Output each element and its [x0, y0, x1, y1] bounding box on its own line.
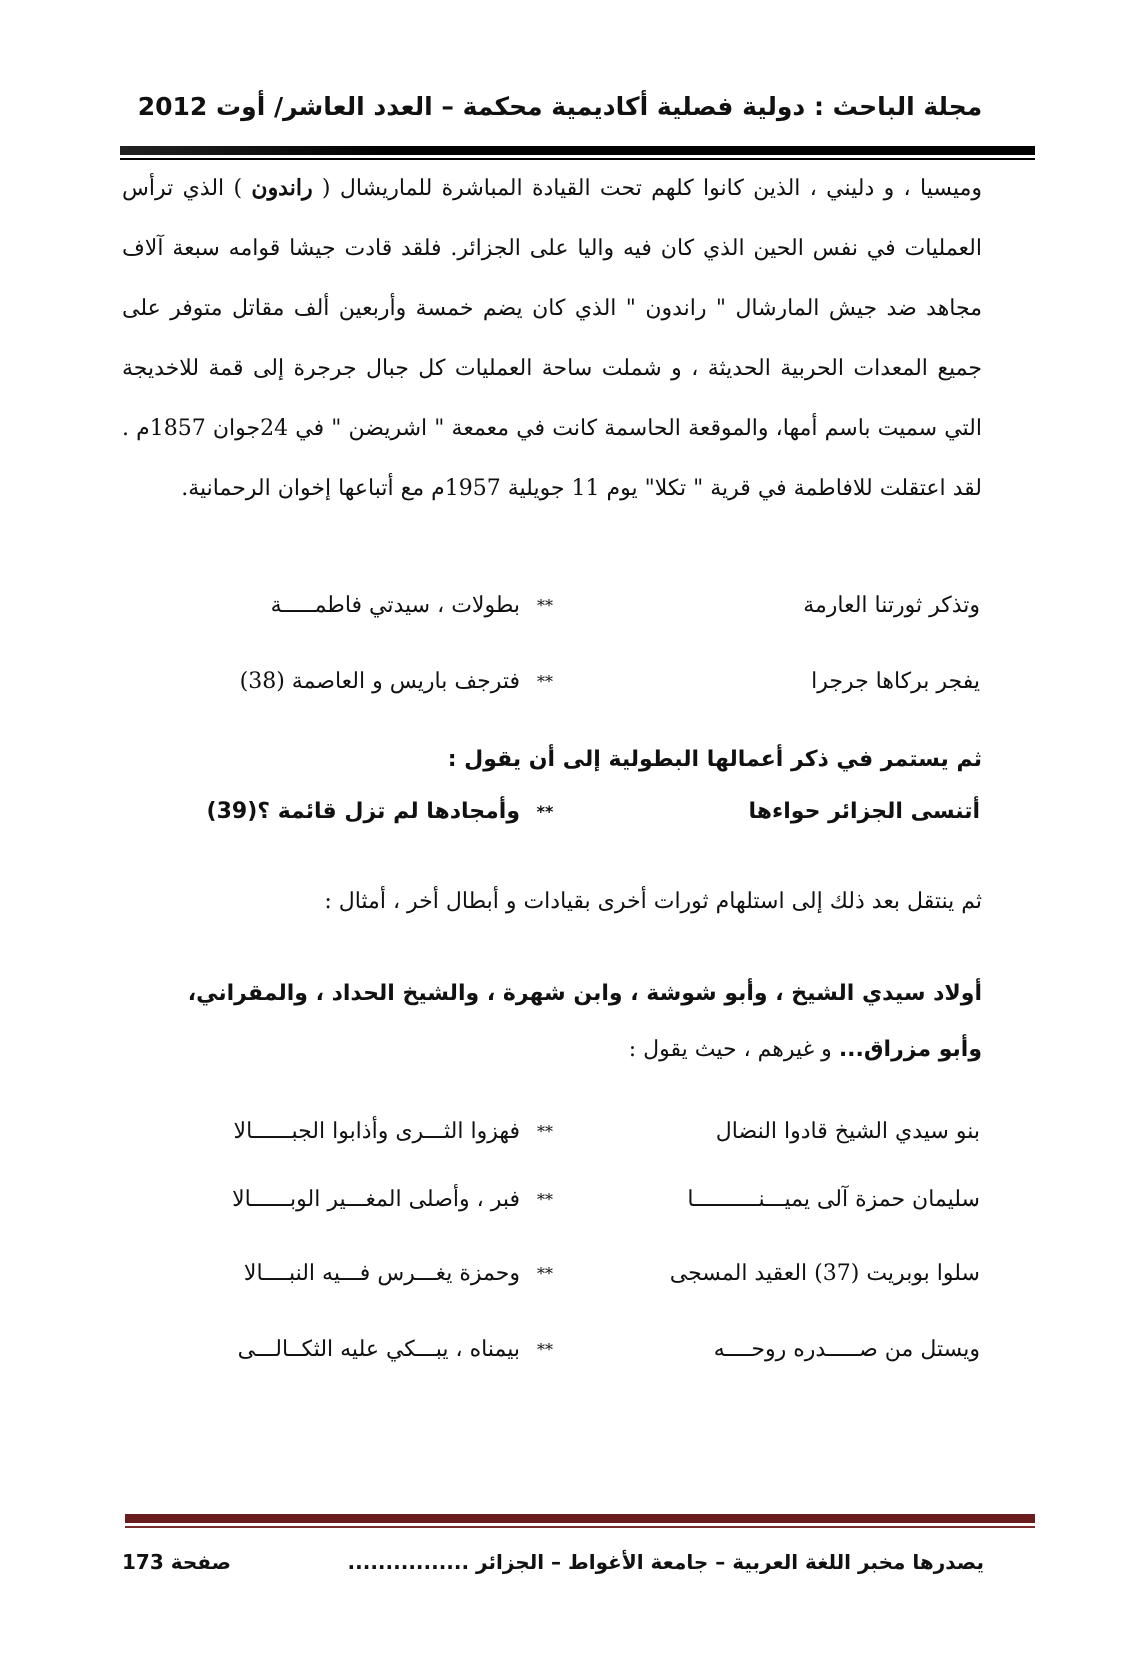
poem-verse — [140, 1112, 980, 1152]
paragraph-text: ) الذي ترأس العمليات في نفس الحين الذي كان فيه واليا على الجزائر. فلقد قادت جيشا قوامه سبعة آلاف مجاهد ضد جيش المارشال " راندون " الذي كان يضم خمسة وأربعين ألف مقاتل متوفر على جميع المعدات الحربية الحديثة ، و شملت ساحة العمليات كل جبال جرجرة إلى قمة للاخديجة التي سميت باسم أمها، والموقعة الحاسمة كانت في معمعة " اشريضن " في 24جوان 1857م . لقد اعتقلت للافاطمة في قرية " تكلا" يوم 11 جويلية 1957م مع أتباعها إخوان الرحمانية. — [122, 176, 982, 501]
verse-hemistich-first: وتذكر ثورتنا العارمة — [803, 593, 980, 618]
verse-separator: ** — [537, 1122, 553, 1141]
verse-separator: ** — [537, 1264, 553, 1283]
verse-hemistich-second: وأمجادها لم تزل قائمة ؟(39) — [206, 799, 520, 824]
poem-verse — [140, 1254, 980, 1294]
verse-separator: ** — [537, 672, 553, 691]
poem-verse — [140, 1330, 980, 1370]
verse-hemistich-second: فهزوا الثـــرى وأذابوا الجبــــــالا — [233, 1119, 520, 1144]
verse-hemistich-second: بطولات ، سيدتي فاطمـــــة — [270, 593, 520, 618]
header-rule — [120, 146, 1035, 155]
names-line: أولاد سيدي الشيخ ، وأبو شوشة ، وابن شهرة ، والشيخ الحداد ، والمقراني، — [187, 981, 982, 1006]
verse-hemistich-first: ويستل من صـــــدره روحــــه — [713, 1337, 980, 1362]
poem-verse — [140, 662, 980, 702]
verse-hemistich-second: بيمناه ، يبـــكي عليه الثكــالـــى — [237, 1337, 520, 1362]
verse-hemistich-second: فبر ، وأصلى المغـــير الوبــــــالا — [232, 1187, 520, 1212]
verse-hemistich-first: بنو سيدي الشيخ قادوا النضال — [715, 1119, 980, 1144]
footer-rule-thin — [125, 1526, 1035, 1528]
poem-verse — [140, 1180, 980, 1220]
verse-separator: ** — [537, 1340, 553, 1359]
body-paragraph — [122, 158, 982, 519]
verse-hemistich-second: وحمزة يغـــرس فـــيه النبــــالا — [243, 1261, 520, 1286]
page-number: صفحة 173 — [122, 1550, 231, 1574]
paragraph-text: وميسيا ، و دليني ، الذين كانوا كلهم تحت القيادة المباشرة للماريشال ( — [312, 176, 983, 201]
verse-separator: ** — [536, 802, 554, 821]
verse-hemistich-first: سليمان حمزة آلى يميـــنــــــــــا — [687, 1187, 980, 1212]
verse-separator: ** — [537, 596, 553, 615]
bold-name: راندون — [251, 175, 313, 201]
footer-rule — [125, 1514, 1035, 1523]
verse-separator: ** — [537, 1190, 553, 1209]
names-bold: وأبو مزراق... — [838, 1037, 982, 1062]
journal-header-title: مجلة الباحث : دولية فصلية أكاديمية محكمة – العدد العاشر/ أوت 2012 — [137, 92, 983, 121]
intro-line: ثم يستمر في ذكر أعمالها البطولية إلى أن يقول : — [447, 747, 982, 772]
names-line — [122, 1030, 982, 1070]
poem-verse-bold — [140, 792, 980, 832]
page-footer — [122, 1542, 984, 1582]
verse-hemistich-first: سلوا بوبريت (37) العقيد المسجى — [669, 1261, 980, 1286]
verse-hemistich-first: أتنسى الجزائر حواءها — [748, 799, 980, 824]
verse-hemistich-second: فترجف باريس و العاصمة (38) — [239, 669, 520, 694]
poem-verse — [140, 586, 980, 626]
names-rest: و غيرهم ، حيث يقول : — [628, 1037, 839, 1062]
verse-hemistich-first: يفجر بركاها جرجرا — [811, 669, 980, 694]
intro-line: ثم ينتقل بعد ذلك إلى استلهام ثورات أخرى بقيادات و أبطال أخر ، أمثال : — [324, 889, 982, 914]
footer-publisher: يصدرها مخبر اللغة العربية – جامعة الأغواط – الجزائر ................ — [347, 1550, 984, 1574]
